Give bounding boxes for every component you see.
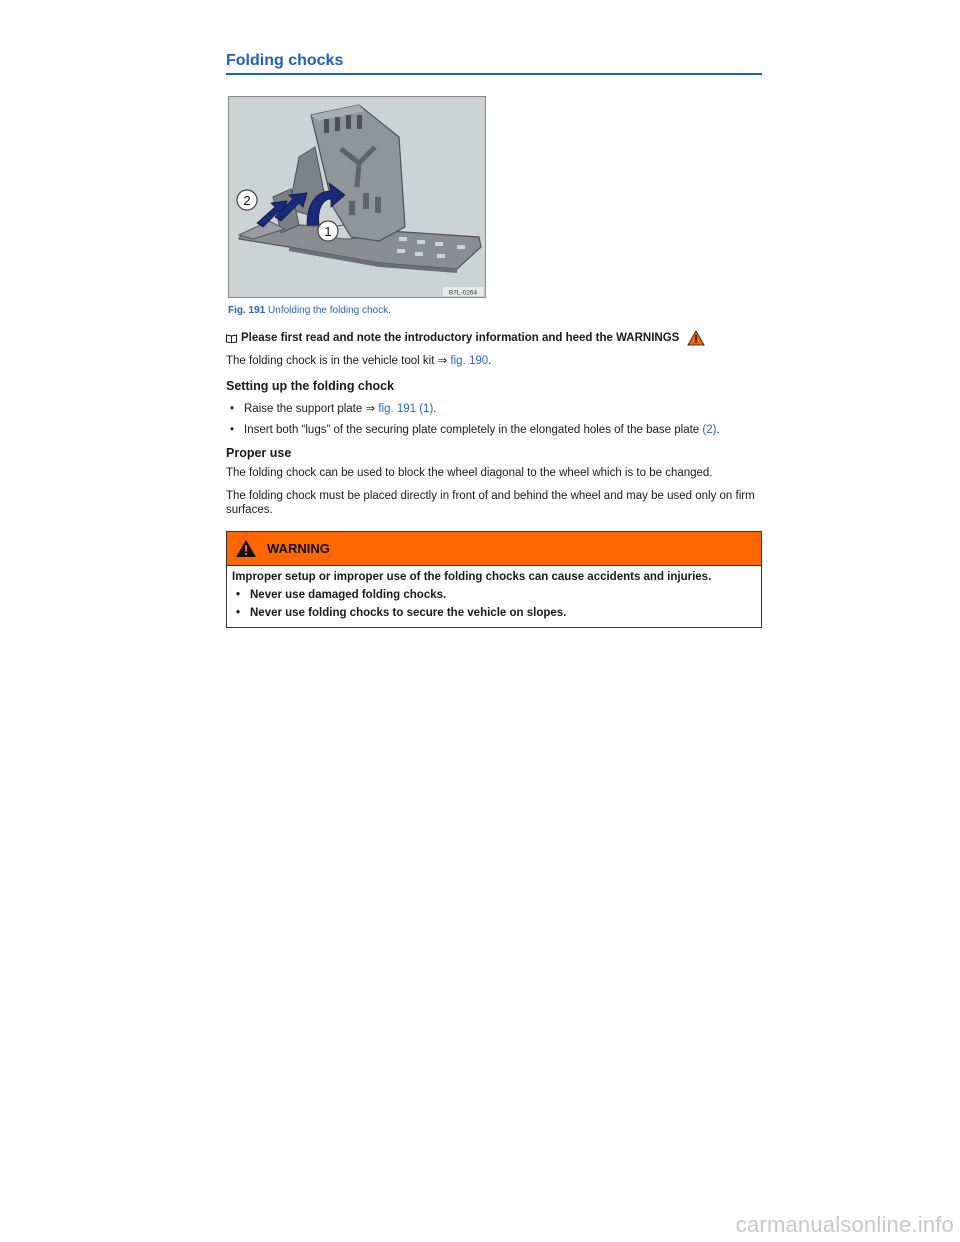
folding-chock-illustration (229, 97, 485, 297)
tool-kit-end: . (488, 355, 492, 367)
step-1-text: Raise the support plate ⇒ (244, 403, 376, 415)
list-item (226, 402, 720, 416)
warning-triangle-icon[interactable] (687, 330, 705, 346)
tool-kit-text: The folding chock is in the vehicle tool kit ⇒ (226, 355, 448, 367)
warning-body (227, 566, 761, 627)
setup-steps (226, 402, 720, 444)
figure-caption-text: Unfolding the folding chock. (268, 305, 391, 316)
step-1-end: . (433, 403, 437, 415)
watermark: carmanualsonline.info (735, 1212, 954, 1237)
warning-box (226, 531, 762, 628)
warning-title: WARNING (267, 541, 330, 556)
figure-illustration (228, 96, 486, 298)
callout-2: 2 (243, 193, 251, 208)
warning-icon (235, 539, 257, 558)
fig-191-link[interactable]: fig. 191 (1) (378, 403, 434, 415)
proper-use-paragraph-1: The folding chock can be used to block the wheel diagonal to the wheel which is to be changed. (226, 467, 713, 479)
intro-note (226, 330, 705, 346)
tool-kit-paragraph (226, 354, 491, 368)
section-title: Folding chocks (226, 52, 762, 75)
warning-list (232, 588, 755, 620)
intro-text: Please first read and note the introductory information and heed the WARNINGS (241, 332, 680, 344)
callout-2-link[interactable]: (2) (702, 424, 717, 436)
warning-header (227, 532, 761, 566)
proper-use-heading: Proper use (226, 446, 292, 460)
list-item: • Never use folding chocks to secure the vehicle on slopes. (232, 606, 755, 620)
list-item: • Never use damaged folding chocks. (232, 588, 755, 602)
step-2-end: . (716, 424, 720, 436)
figure-caption-label: Fig. 191 (228, 305, 266, 316)
setup-heading: Setting up the folding chock (226, 379, 395, 393)
warning-text: Improper setup or improper use of the folding chocks can cause accidents and injuries. (232, 571, 712, 583)
fig-190-link[interactable]: fig. 190 (450, 355, 489, 367)
figure-caption (228, 305, 391, 316)
callout-1: 1 (324, 224, 332, 239)
proper-use-paragraph-2: The folding chock must be placed directly in front of and behind the wheel and may be used only on firm surfaces. (226, 490, 755, 516)
book-icon (226, 334, 237, 343)
page-content (226, 52, 762, 619)
step-2-text: Insert both “lugs” of the securing plate completely in the elongated holes of the base plate (244, 424, 700, 436)
figure-code: B7L-0264 (448, 289, 478, 297)
list-item (226, 423, 720, 437)
